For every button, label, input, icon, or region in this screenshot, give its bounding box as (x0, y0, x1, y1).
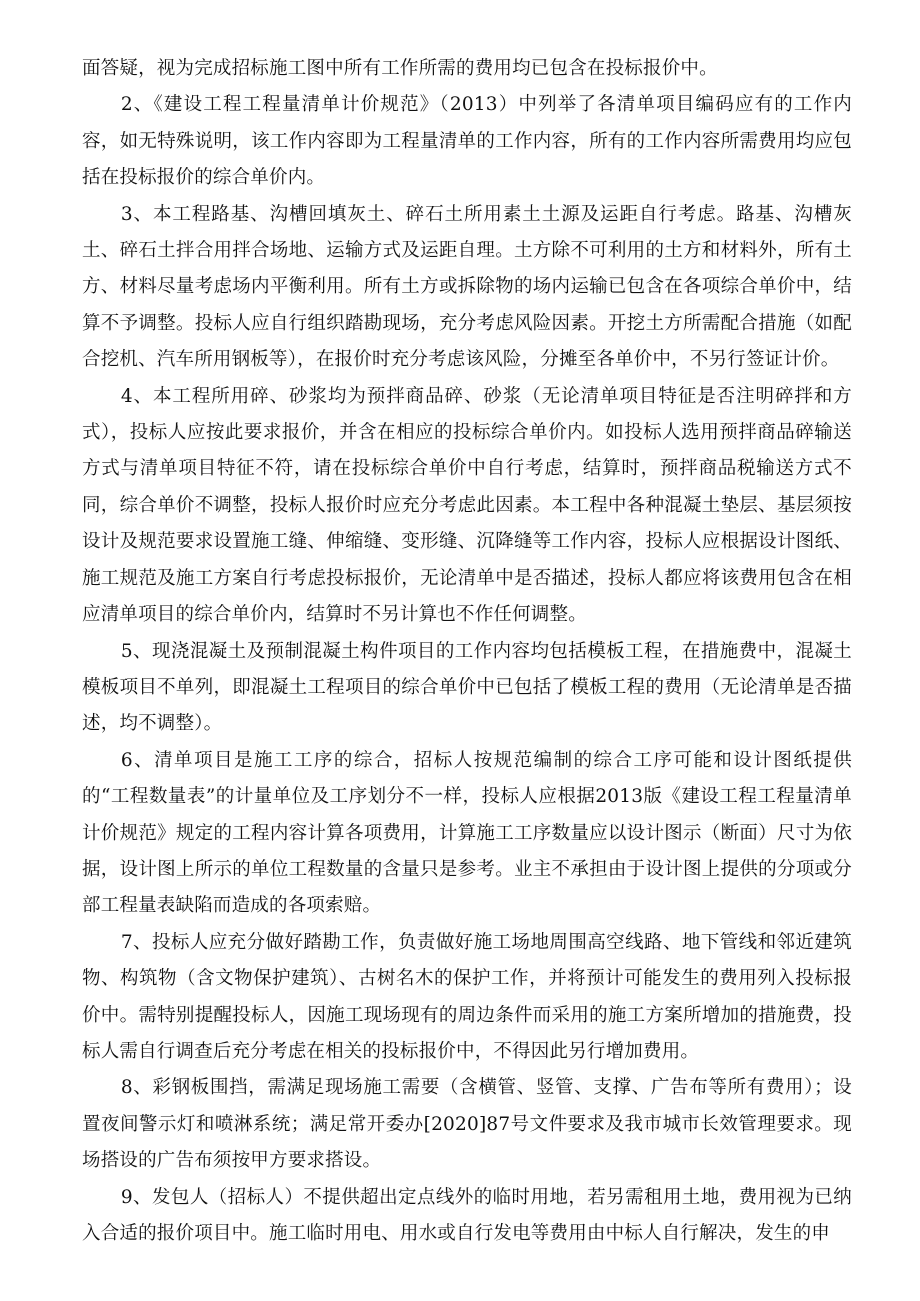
document-body (82, 0, 852, 1252)
paragraph-item-8: 8、彩钢板围挡，需满足现场施工需要（含横管、竖管、支撑、广告布等所有费用）；设置夜间警示灯和喷淋系统；满足常开委办[2020]87号文件要求及我市城市长效管理要求。现场搭设的广告布须按甲方要求搭设。 (82, 1077, 852, 1172)
paragraph-item-7: 7、投标人应充分做好踏勘工作，负责做好施工场地周围高空线路、地下管线和邻近建筑物、构筑物（含文物保护建筑）、古树名木的保护工作，并将预计可能发生的费用列入投标报价中。需特别提醒投标人，因施工现场现有的周边条件而采用的施工方案所增加的措施费，投标人需自行调查后充分考虑在相关的投标报价中，不得因此另行增加费用。 (82, 931, 852, 1062)
paragraph-item-6: 6、清单项目是施工工序的综合，招标人按规范编制的综合工序可能和设计图纸提供的“工程数量表”的计量单位及工序划分不一样，投标人应根据2013版《建设工程工程量清单计价规范》规定的工程内容计算各项费用，计算施工工序数量应以设计图示（断面）尺寸为依据，设计图上所示的单位工程数量的含量只是参考。业主不承担由于设计图上提供的分项或分部工程量表缺陷而造成的各项索赔。 (82, 749, 852, 917)
paragraph-item-2: 2、《建设工程工程量清单计价规范》（2013）中列举了各清单项目编码应有的工作内容，如无特殊说明，该工作内容即为工程量清单的工作内容，所有的工作内容所需费用均应包括在投标报价的综合单价内。 (82, 94, 852, 189)
paragraph-continuation: 面答疑，视为完成招标施工图中所有工作所需的费用均已包含在投标报价中。 (82, 58, 718, 79)
paragraph-item-4: 4、本工程所用碎、砂浆均为预拌商品碎、砂浆（无论清单项目特征是否注明碎拌和方式），投标人应按此要求报价，并含在相应的投标综合单价内。如投标人选用预拌商品碎输送方式与清单项目特征不符，请在投标综合单价中自行考虑，结算时，预拌商品税输送方式不同，综合单价不调整，投标人报价时应充分考虑此因素。本工程中各种混凝土垫层、基层须按设计及规范要求设置施工缝、伸缩缝、变形缝、沉降缝等工作内容，投标人应根据设计图纸、施工规范及施工方案自行考虑投标报价，无论清单中是否描述，投标人都应将该费用包含在相应清单项目的综合单价内，结算时不另计算也不作任何调整。 (82, 385, 852, 626)
paragraph-item-5: 5、现浇混凝土及预制混凝土构件项目的工作内容均包括模板工程，在措施费中，混凝土模板项目不单列，即混凝土工程项目的综合单价中已包括了模板工程的费用（无论清单是否描述，均不调整）。 (82, 640, 852, 735)
paragraph-item-9: 9、发包人（招标人）不提供超出定点线外的临时用地，若另需租用土地，费用视为已纳入合适的报价项目中。施工临时用电、用水或自行发电等费用由中标人自行解决，发生的申 (82, 1186, 852, 1244)
paragraph-item-3: 3、本工程路基、沟槽回填灰土、碎石土所用素土土源及运距自行考虑。路基、沟槽灰土、碎石土拌合用拌合场地、运输方式及运距自理。土方除不可利用的土方和材料外，所有土方、材料尽量考虑场内平衡利用。所有土方或拆除物的场内运输已包含在各项综合单价中，结算不予调整。投标人应自行组织踏勘现场，充分考虑风险因素。开挖土方所需配合措施（如配合挖机、汽车所用钢板等），在报价时充分考虑该风险，分摊至各单价中，不另行签证计价。 (82, 203, 852, 371)
